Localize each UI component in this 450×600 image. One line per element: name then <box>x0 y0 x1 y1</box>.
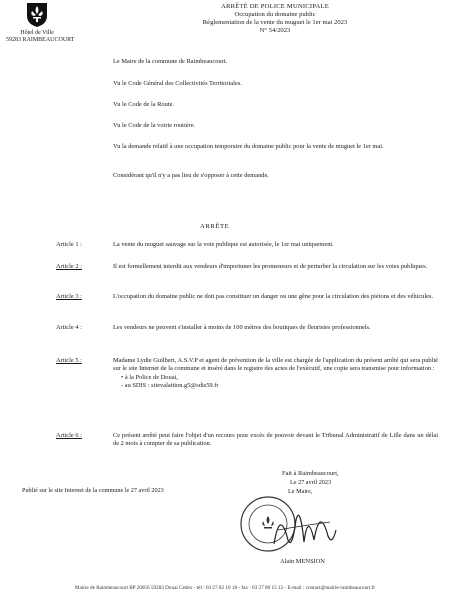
signatory-name: Alain MENSION <box>280 558 325 565</box>
signature-role: Le Maire, <box>288 488 313 495</box>
preamble-request: Vu la demande relatif à une occupation temporaire du domaine public pour la vente de muguet le 1er mai. <box>113 143 384 150</box>
preamble-cgct: Vu le Code Général des Collectivités Territoriales. <box>113 80 242 87</box>
preamble-code-route: Vu le Code de la Route. <box>113 101 175 108</box>
article-4-text: Les vendeurs ne peuvent s'installer à moins de 100 mètres des boutiques de fleuristes professionnels. <box>113 324 371 331</box>
signature-place: Fait à Raimbeaucourt, <box>282 470 339 477</box>
article-5-text <box>113 357 438 391</box>
article-1-label: Article 1 : <box>56 241 82 248</box>
town-postcode: 59283 RAIMBEAUCOURT <box>6 37 75 43</box>
signature-date: Le 27 avril 2023 <box>290 479 332 486</box>
article-5-bullet-2: - au SDIS : sitevalaition.g5@sdis59.fr <box>121 382 219 390</box>
article-2-text: Il est formellement interdit aux vendeurs d'importuner les promeneurs et de perturber la circulation sur les voies publiques. <box>113 263 428 270</box>
town-crest-icon <box>26 2 48 28</box>
article-4-label: Article 4 : <box>56 324 82 331</box>
article-5-body: Madame Lydie Guilbert, A.S.V.P et agent de prévention de la ville est chargée de l'application du présent arrêté qui sera publié sur le site Internet de la commune et inséré dans le registre des actes de l'exécutif, une copie sera transmise pour information : <box>113 357 438 373</box>
document-regulation: Réglementation de la vente du muguet le 1er mai 2023 <box>202 19 348 26</box>
document-title: ARRÊTÉ DE POLICE MUNICIPALE <box>221 3 329 10</box>
article-5-label: Article 5 : <box>56 357 82 364</box>
town-hall-label: Hôtel de Ville <box>20 30 54 36</box>
article-6-label: Article 6 : <box>56 432 82 439</box>
footer-contact: Mairie de Raimbeaucourt BP 20056 59283 Douai Cedex - tél : 03 27 82 18 18 - fax : 03 27 80 15 12 - E-mail : contact@mairie-raimbeaucourt.fr <box>74 585 376 591</box>
handwritten-signature <box>270 500 340 552</box>
article-6-text: Ce présent arrêté peut faire l'objet d'un recours pour excès de pouvoir devant le Tribunal Administratif de Lille dans un délai de 2 mois à compter de sa publication. <box>113 432 438 448</box>
arrete-heading: ARRÊTE <box>200 223 230 230</box>
preamble-considering: Considérant qu'il n'y a pas lieu de s'opposer à cette demande. <box>113 172 269 179</box>
article-2-label: Article 2 : <box>56 263 82 270</box>
document-number: N° 54/2023 <box>259 27 291 34</box>
article-5-bullet-1: • à la Police de Douai, <box>121 373 178 381</box>
preamble-mayor: Le Maire de la commune de Raimbeaucourt. <box>113 58 228 65</box>
article-3-label: Article 3 : <box>56 293 82 300</box>
article-3-text: L'occupation du domaine public ne doit pas constituer un danger ou une gêne pour la circulation des piétons et des véhicules. <box>113 293 434 300</box>
article-1-text: La vente du muguet sauvage sur la voie publique est autorisée, le 1er mai uniquement. <box>113 241 334 248</box>
document-subtitle: Occupation du domaine public <box>234 11 316 18</box>
preamble-code-voirie: Vu le Code de la voirie routière. <box>113 122 196 129</box>
publication-note: Publié sur le site Internet de la commune le 27 avril 2023 <box>22 487 164 494</box>
